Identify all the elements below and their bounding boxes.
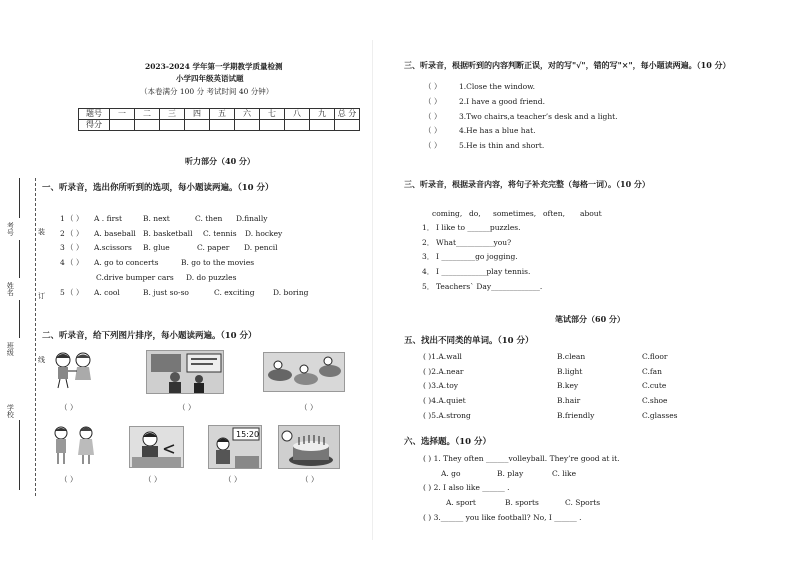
score-input-cell[interactable] — [310, 120, 335, 131]
statement-text: 1.Close the window. — [459, 82, 536, 91]
exam-number-field-line[interactable] — [19, 178, 20, 218]
option-b: B.key — [557, 381, 579, 390]
score-input-cell[interactable] — [260, 120, 285, 131]
item-number: 5． — [422, 282, 435, 291]
binding-word-xian: 线 — [38, 356, 45, 364]
score-table-score-row — [79, 120, 360, 131]
score-cell: 九 — [310, 109, 335, 120]
score-cell: 总 分 — [335, 109, 360, 120]
class-field-line[interactable] — [19, 300, 20, 338]
score-cell: 八 — [285, 109, 310, 120]
section3b-title: 三、听录音，根据录音内容，将句子补充完整（每格一词）。（10 分） — [404, 179, 650, 189]
picture-answer-bracket[interactable]: （ ） — [178, 403, 196, 412]
item-number: 2 — [60, 229, 65, 238]
option-c: C. exciting — [214, 288, 255, 297]
odd-one-out-question[interactable]: ( )4.A.quiet — [423, 396, 466, 405]
section1-title: 一、听录音，选出你所听到的选项，每小题读两遍。（10 分） — [42, 183, 274, 193]
picture-answer-bracket[interactable]: （ ） — [144, 475, 162, 484]
picture-answer-bracket[interactable]: （ ） — [300, 403, 318, 412]
score-input-cell[interactable] — [110, 120, 135, 131]
score-input-cell[interactable] — [210, 120, 235, 131]
word-bank-item: sometimes, — [493, 209, 537, 218]
option-b: B. next — [143, 214, 170, 223]
score-cell: 二 — [135, 109, 160, 120]
fill-blank-sentence[interactable]: I like to ______puzzles. — [436, 223, 521, 232]
statement-text: 2.I have a good friend. — [459, 97, 545, 106]
option-d: D. pencil — [244, 243, 278, 252]
column-divider — [372, 40, 373, 540]
option-a: A. baseball — [94, 229, 136, 238]
option-b: B. glue — [143, 243, 170, 252]
fill-blank-sentence[interactable]: I ____________play tennis. — [436, 267, 531, 276]
picture-answer-bracket[interactable]: （ ） — [60, 475, 78, 484]
item-number: 4 — [60, 258, 65, 267]
binding-word-zhuang: 装 — [38, 228, 45, 236]
score-cell: 一 — [110, 109, 135, 120]
option-c: C.cute — [642, 381, 667, 390]
option-a: A.scissors — [94, 243, 132, 252]
option-b: B.hair — [557, 396, 581, 405]
exam-title-line2: 小学四年级英语试题 — [176, 74, 244, 83]
score-table-header-row — [79, 109, 360, 120]
exam-subtitle: （本卷满分 100 分 考试时间 40 分钟） — [140, 87, 274, 96]
option-a: A . first — [94, 214, 123, 223]
fill-blank-sentence[interactable]: What__________you? — [436, 238, 512, 247]
listening-heading: 听力部分（40 分） — [185, 156, 255, 166]
picture-answer-bracket[interactable]: （ ） — [301, 475, 319, 484]
option-b: B. go to the movies — [181, 258, 255, 267]
binding-dashed-line — [35, 178, 36, 496]
score-cell: 三 — [160, 109, 185, 120]
option-c: C.drive bumper cars — [96, 273, 174, 282]
class-field-label: 班级 — [6, 342, 15, 356]
section3a-title: 三、听录音，根据听到的内容判断正误，对的写"√"，错的写"×"，每小题读两遍。（10 分） — [404, 60, 731, 70]
picture-answer-bracket[interactable]: （ ） — [60, 403, 78, 412]
option-b: B.light — [557, 367, 583, 376]
answer-bracket[interactable]: （ ） — [66, 258, 84, 267]
statement-text: 4.He has a blue hat. — [459, 126, 536, 135]
answer-bracket[interactable]: （ ） — [66, 243, 84, 252]
option-c: C. then — [195, 214, 223, 223]
option-c: C. like — [552, 469, 577, 478]
option-c: C. Sports — [565, 498, 601, 507]
choice-question-1[interactable]: ( ) 1. They often ______volleyball. They’re good at it. — [423, 454, 620, 463]
written-heading: 笔试部分（60 分） — [555, 314, 625, 324]
item-number: 5 — [60, 288, 65, 297]
score-cell: 四 — [185, 109, 210, 120]
score-cell: 题号 — [79, 109, 110, 120]
statement-text: 5.He is thin and short. — [459, 141, 545, 150]
word-bank-item: about — [580, 209, 602, 218]
school-field-label: 学校 — [6, 404, 15, 418]
picture-birthday-cake — [278, 425, 340, 469]
option-c: C.glasses — [642, 411, 678, 420]
picture-boy-scissors — [129, 426, 184, 468]
school-field-line[interactable] — [19, 420, 20, 490]
answer-bracket[interactable]: （ ） — [66, 229, 84, 238]
item-number: 4． — [422, 267, 435, 276]
score-input-cell[interactable] — [135, 120, 160, 131]
option-d: D. do puzzles — [186, 273, 237, 282]
statement-text: 3.Two chairs,a teacher’s desk and a light. — [459, 112, 618, 121]
score-input-cell[interactable] — [335, 120, 360, 131]
picture-kids-greeting — [48, 350, 98, 390]
score-table — [78, 108, 360, 131]
option-b: B. play — [497, 469, 524, 478]
answer-bracket[interactable]: （ ） — [424, 97, 442, 106]
option-b: B. sports — [505, 498, 539, 507]
name-field-line[interactable] — [19, 240, 20, 278]
answer-bracket[interactable]: （ ） — [424, 141, 442, 150]
word-bank-item: do, — [469, 209, 481, 218]
fill-blank-sentence[interactable]: I _________go jogging. — [436, 252, 518, 261]
binding-word-ding: 订 — [38, 292, 45, 300]
item-number: 3 — [60, 243, 65, 252]
picture-kids-standing — [48, 424, 100, 466]
score-row-label: 得分 — [79, 120, 110, 131]
option-c: C. tennis — [203, 229, 237, 238]
section2-title: 二、听录音，给下列图片排序，每小题读两遍。（10 分） — [42, 331, 257, 341]
picture-answer-bracket[interactable]: （ ） — [224, 475, 242, 484]
option-c: C.fan — [642, 367, 662, 376]
score-cell: 七 — [260, 109, 285, 120]
choice-question-2[interactable]: ( ) 2. I also like ______ . — [423, 483, 510, 492]
option-d: D. hockey — [245, 229, 283, 238]
option-b: B.friendly — [557, 411, 595, 420]
item-number: 2． — [422, 238, 435, 247]
item-number: 3． — [422, 252, 435, 261]
exam-number-field-label: 考号 — [6, 222, 15, 236]
score-input-cell[interactable] — [285, 120, 310, 131]
option-a: A. go — [441, 469, 461, 478]
option-a: A. sport — [446, 498, 476, 507]
picture-classroom-sign — [146, 350, 224, 394]
choice-question-3[interactable]: ( ) 3.______ you like football? No, I ______ . — [423, 513, 582, 522]
score-input-cell[interactable] — [235, 120, 260, 131]
option-c: C. paper — [197, 243, 230, 252]
picture-bumper-cars — [263, 352, 345, 392]
item-number: 1 — [60, 214, 65, 223]
option-b: B. just so-so — [143, 288, 189, 297]
section5-title: 五、找出不同类的单词。（10 分） — [404, 336, 534, 346]
answer-bracket[interactable]: （ ） — [66, 288, 84, 297]
odd-one-out-question[interactable]: ( )2.A.near — [423, 367, 464, 376]
exam-title-line1: 2023-2024 学年第一学期教学质量检测 — [145, 62, 283, 71]
poster-time-text: 15:20 — [236, 430, 260, 439]
word-bank-item: coming, — [432, 209, 463, 218]
answer-bracket[interactable]: （ ） — [424, 82, 442, 91]
answer-bracket[interactable]: （ ） — [66, 214, 84, 223]
option-b: B.clean — [557, 352, 586, 361]
odd-one-out-question[interactable]: ( )3.A.toy — [423, 381, 458, 390]
option-b: B. basketball — [143, 229, 193, 238]
option-d: D. boring — [273, 288, 309, 297]
answer-bracket[interactable]: （ ） — [424, 112, 442, 121]
option-a: A. cool — [94, 288, 120, 297]
score-input-cell[interactable] — [160, 120, 185, 131]
odd-one-out-question[interactable]: ( )5.A.strong — [423, 411, 471, 420]
item-number: 1． — [422, 223, 435, 232]
word-bank-item: often, — [543, 209, 565, 218]
option-c: C.floor — [642, 352, 668, 361]
odd-one-out-question[interactable]: ( )1.A.wall — [423, 352, 462, 361]
name-field-label: 姓名 — [6, 282, 15, 296]
fill-blank-sentence[interactable]: Teachers` Day_____________. — [436, 282, 543, 291]
score-input-cell[interactable] — [185, 120, 210, 131]
option-d: D.finally — [236, 214, 268, 223]
section6-title: 六、选择题。（10 分） — [404, 437, 492, 447]
answer-bracket[interactable]: （ ） — [424, 126, 442, 135]
option-a: A. go to concerts — [94, 258, 159, 267]
option-c: C.shoe — [642, 396, 668, 405]
score-cell: 六 — [235, 109, 260, 120]
score-cell: 五 — [210, 109, 235, 120]
picture-clock-poster — [208, 425, 262, 469]
